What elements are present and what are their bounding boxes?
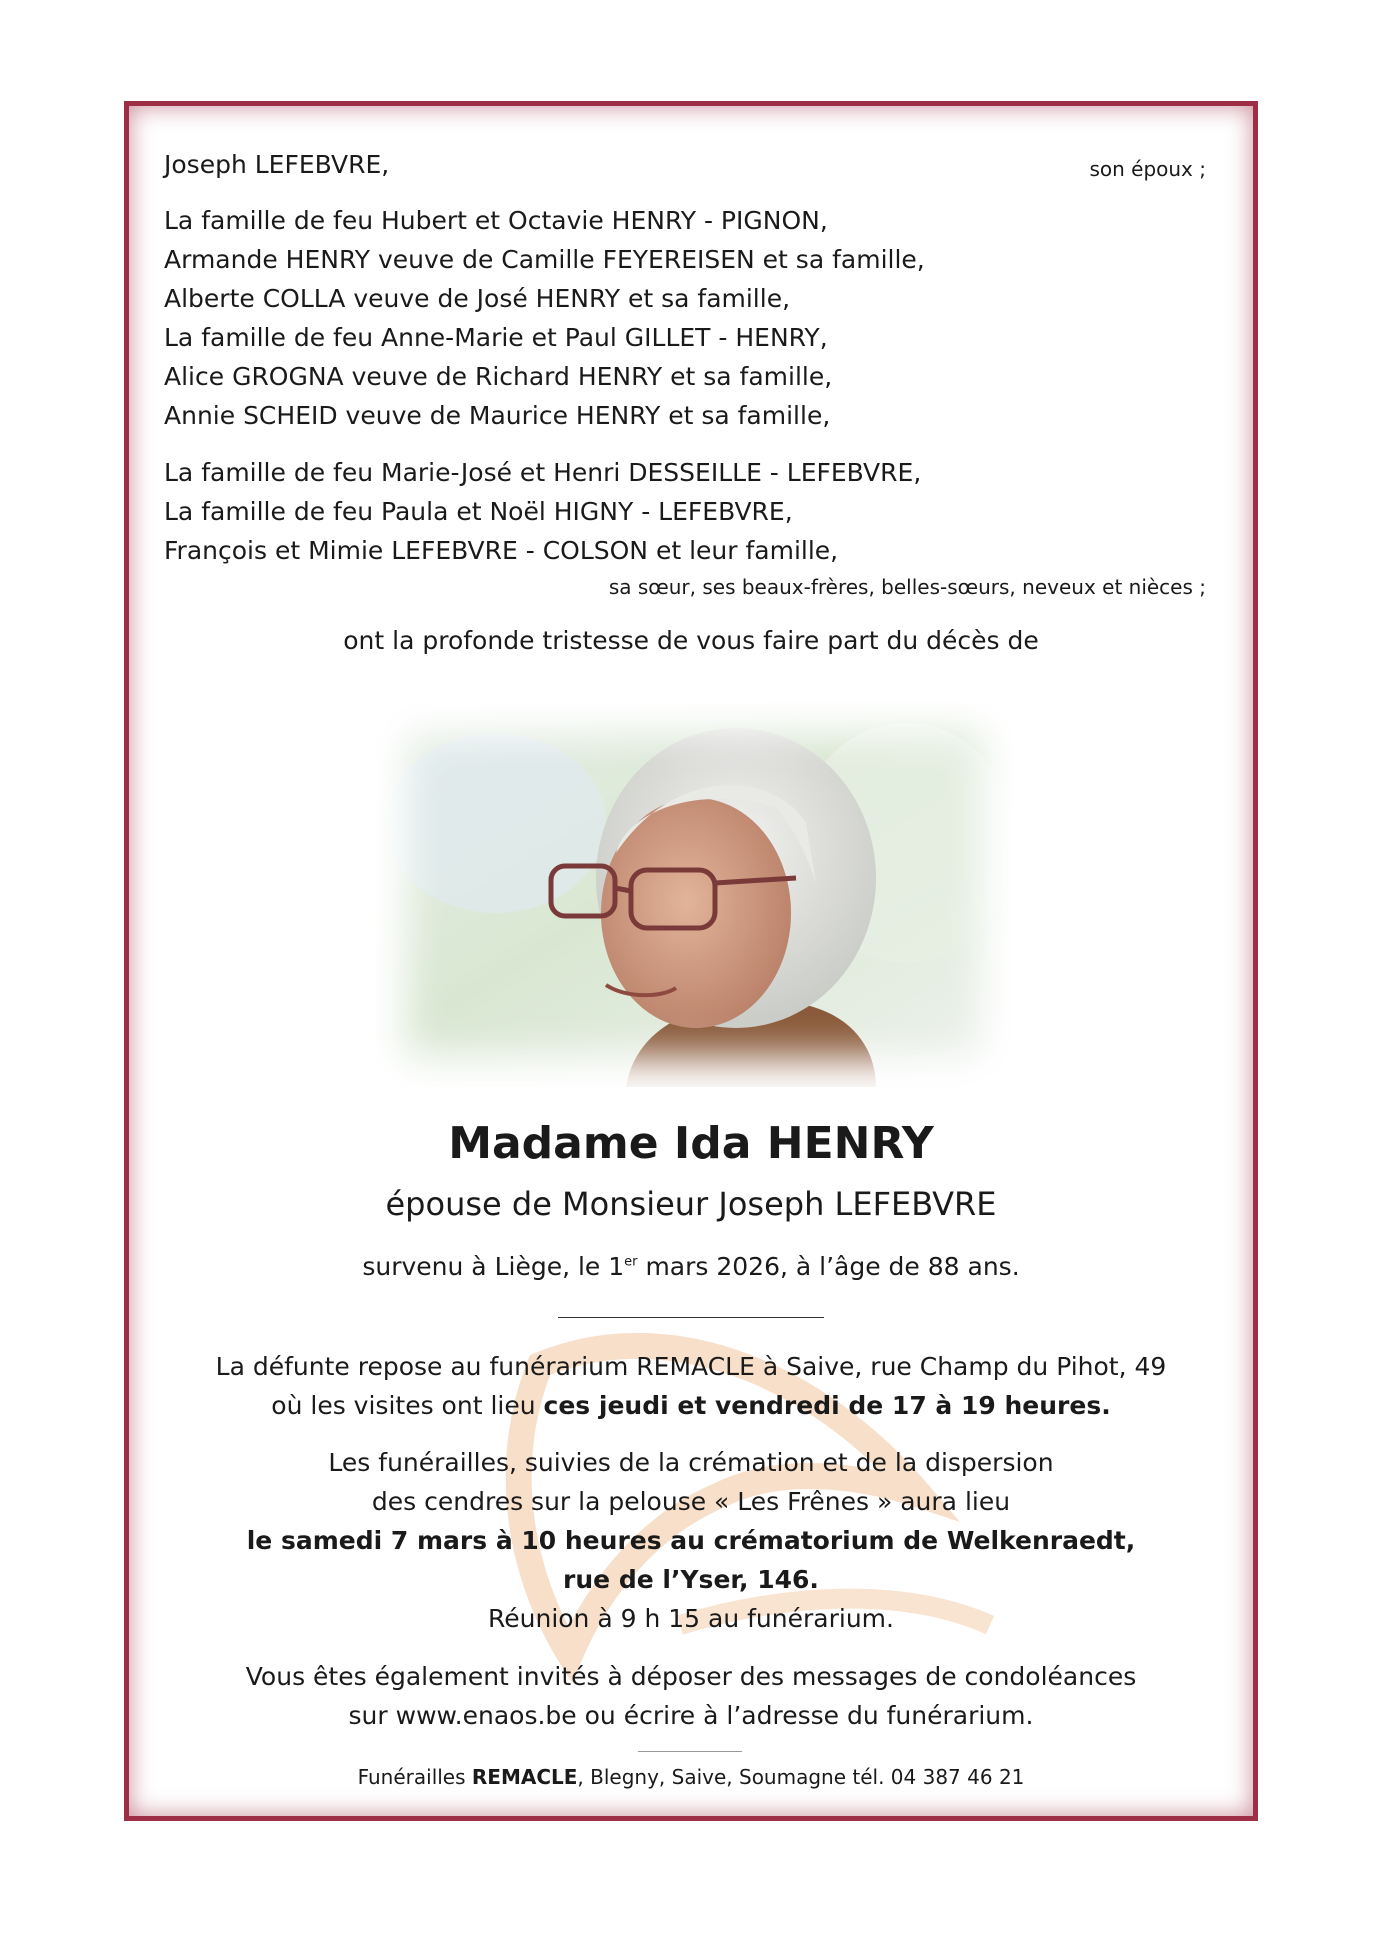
section-divider (558, 1317, 824, 1318)
footer-post: , Blegny, Saive, Soumagne tél. 04 387 46 21 (577, 1765, 1025, 1789)
death-details-post: mars 2026, à l’âge de 88 ans. (637, 1252, 1020, 1281)
family-line-8: La famille de feu Paula et Noël HIGNY - LEFEBVRE, (164, 497, 793, 526)
visitation-line-1: La défunte repose au funérarium REMACLE à Saive, rue Champ du Pihot, 49 (215, 1352, 1167, 1381)
family-line-2: Armande HENRY veuve de Camille FEYEREISEN et sa famille, (164, 245, 925, 274)
spouse-role: son époux ; (1089, 157, 1206, 181)
visitation-times: ces jeudi et vendredi de 17 à 19 heures. (543, 1391, 1111, 1420)
death-details-sup: er (624, 1254, 638, 1270)
visitation-line-2-pre: où les visites ont lieu (271, 1391, 544, 1420)
funeral-line-4: rue de l’Yser, 146. (563, 1565, 819, 1594)
footer-divider (638, 1751, 742, 1752)
death-details (124, 1250, 1258, 1284)
family-line-4: La famille de feu Anne-Marie et Paul GILLET - HENRY, (164, 323, 828, 352)
funeral-line-5: Réunion à 9 h 15 au funérarium. (488, 1604, 894, 1633)
family-line-3: Alberte COLLA veuve de José HENRY et sa famille, (164, 284, 791, 313)
death-details-pre: survenu à Liège, le 1 (362, 1252, 625, 1281)
condolences-line-1: Vous êtes également invités à déposer des messages de condoléances (245, 1662, 1137, 1691)
deceased-name: Madame Ida HENRY (448, 1118, 934, 1169)
spouse-name: Joseph LEFEBVRE, (164, 150, 390, 179)
announcement: ont la profonde tristesse de vous faire part du décès de (343, 626, 1039, 655)
deceased-portrait (376, 703, 1012, 1087)
family-line-6: Annie SCHEID veuve de Maurice HENRY et sa famille, (164, 401, 831, 430)
funeral-line-2: des cendres sur la pelouse « Les Frênes » aura lieu (371, 1487, 1011, 1516)
family-line-1: La famille de feu Hubert et Octavie HENRY - PIGNON, (164, 206, 828, 235)
funeral-line-1: Les funérailles, suivies de la crémation et de la dispersion (328, 1448, 1054, 1477)
deceased-spouse-line: épouse de Monsieur Joseph LEFEBVRE (385, 1185, 997, 1223)
family-line-5: Alice GROGNA veuve de Richard HENRY et sa famille, (164, 362, 833, 391)
footer-pre: Funérailles (357, 1765, 472, 1789)
family-line-9: François et Mimie LEFEBVRE - COLSON et leur famille, (164, 536, 839, 565)
family-line-7: La famille de feu Marie-José et Henri DESSEILLE - LEFEBVRE, (164, 458, 922, 487)
funeral-line-3: le samedi 7 mars à 10 heures au crématorium de Welkenraedt, (246, 1526, 1136, 1555)
family-group-2-role: sa sœur, ses beaux-frères, belles-sœurs, neveux et nièces ; (608, 575, 1206, 599)
footer-company: REMACLE (471, 1765, 578, 1789)
condolences-line-2: sur www.enaos.be ou écrire à l’adresse du funérarium. (348, 1701, 1034, 1730)
visitation-line-2 (124, 1389, 1258, 1423)
footer (124, 1760, 1258, 1794)
